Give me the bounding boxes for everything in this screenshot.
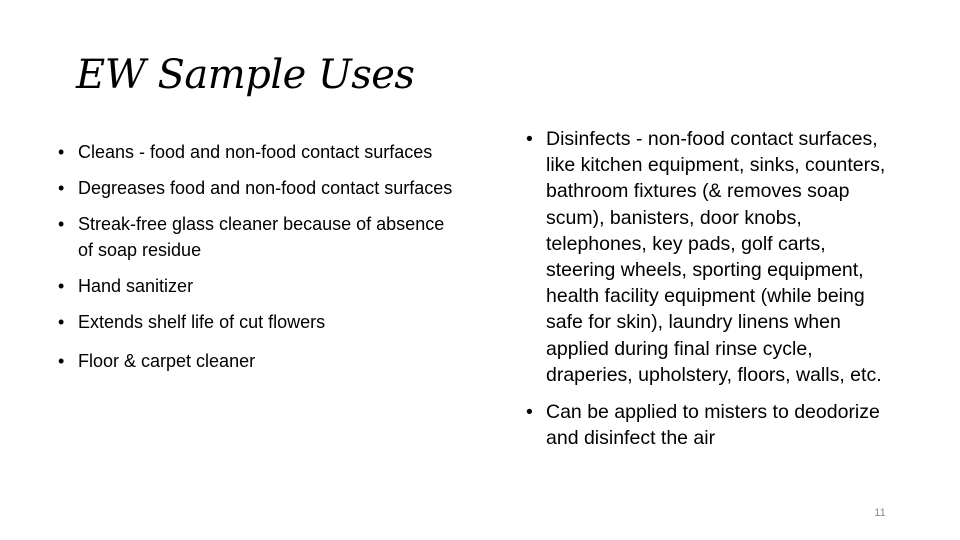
list-item-text: Disinfects - non-food contact surfaces, like kitchen equipment, sinks, counters, bathroom fixtures (& removes soap scum), banisters, door knobs, telephones, key pads, golf carts, steering wheels, sporting equipment, health facility equipment (while being safe for skin), laundry linens when applied during final rinse cycle, draperies, upholstery, floors, walls, etc. xyxy=(546,128,886,386)
list-item xyxy=(58,139,458,165)
bullet-icon: • xyxy=(526,401,533,424)
list-item xyxy=(58,211,458,263)
bullet-icon: • xyxy=(58,142,65,162)
list-item-text: Cleans - food and non-food contact surfaces xyxy=(78,142,433,162)
page-number: 11 xyxy=(874,507,886,519)
list-item-text: Degreases food and non-food contact surfaces xyxy=(78,178,453,198)
bullet-icon: • xyxy=(58,214,65,234)
list-item xyxy=(58,309,458,335)
bullet-icon: • xyxy=(58,178,65,198)
bullet-icon: • xyxy=(58,276,65,296)
bullet-icon: • xyxy=(526,128,533,150)
left-bullet-list xyxy=(58,139,458,384)
list-item xyxy=(58,348,458,374)
list-item-text: Can be applied to misters to deodorize and disinfect the air xyxy=(546,401,880,450)
list-item xyxy=(526,126,896,388)
bullet-icon: • xyxy=(58,312,65,332)
list-item-text: Floor & carpet cleaner xyxy=(78,351,256,371)
list-item xyxy=(526,399,896,451)
list-item-text: Streak-free glass cleaner because of absence of soap residue xyxy=(78,214,445,260)
list-item xyxy=(58,175,458,201)
right-bullet-list xyxy=(526,126,896,462)
list-item xyxy=(58,273,458,299)
bullet-icon: • xyxy=(58,351,65,371)
list-item-text: Hand sanitizer xyxy=(78,276,194,296)
slide-title: EW Sample Uses xyxy=(76,52,415,98)
list-item-text: Extends shelf life of cut flowers xyxy=(78,312,326,332)
